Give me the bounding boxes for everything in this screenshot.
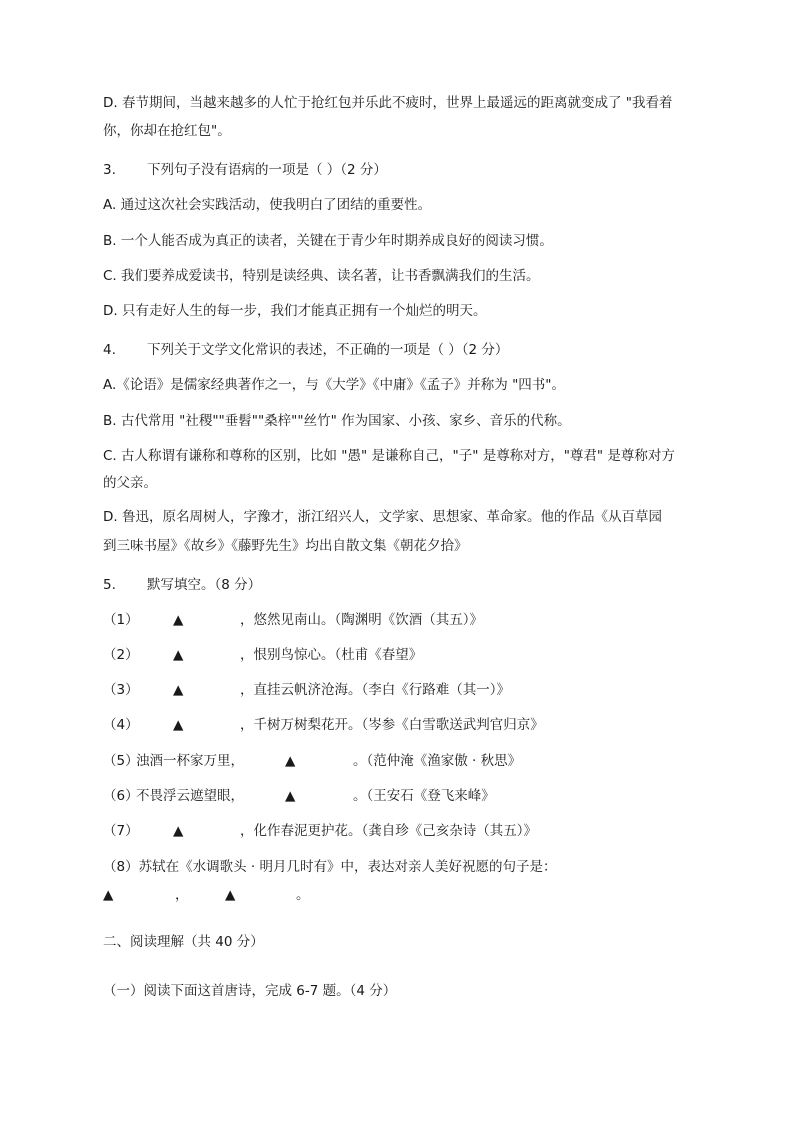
q4-option-a: A.《论语》是儒家经典著作之一，与《大学》《中庸》《孟子》并称为 "四书"。 <box>103 377 565 393</box>
question-number: 5. <box>103 577 116 593</box>
blank-marker[interactable]: ▲ <box>285 788 296 804</box>
blank-marker[interactable]: ▲ <box>225 887 236 903</box>
item-number: （6） <box>103 788 139 804</box>
q2-option-d-line1: D. 春节期间，当越来越多的人忙于抢红包并乐此不疲时，世界上最遥远的距离就变成了 "我看着 <box>103 95 673 111</box>
section-title: 二、阅读理解（共 40 分） <box>103 934 264 950</box>
item-text: 。（范仲淹《渔家傲 · 秋思》 <box>353 753 522 769</box>
question-3-stem <box>103 161 387 179</box>
item-number: （1） <box>103 612 139 628</box>
item-text: 。（王安石《登飞来峰》 <box>353 788 495 804</box>
blank-marker[interactable]: ▲ <box>285 753 296 769</box>
q4-option-c-line1: C. 古人称谓有谦称和尊称的区别，比如 "愚" 是谦称自己，"子" 是尊称对方，"尊君" 是尊称对方 <box>103 448 675 464</box>
item-number: （5） <box>103 753 139 769</box>
q3-option-d: D. 只有走好人生的每一步，我们才能真正拥有一个灿烂的明天。 <box>103 303 487 319</box>
item-pre-text: 不畏浮云遮望眼， <box>136 788 244 804</box>
question-number: 3. <box>103 162 116 178</box>
item-number: （3） <box>103 682 139 698</box>
question-stem: 下列句子没有语病的一项是（ ）（2 分） <box>147 162 387 178</box>
item-text: ，千树万树梨花开。（岑参《白雪歌送武判官归京》 <box>240 717 544 733</box>
q4-option-b: B. 古代常用 "社稷""垂髫""桑梓""丝竹" 作为国家、小孩、家乡、音乐的代称。 <box>103 413 571 429</box>
blank-marker[interactable]: ▲ <box>173 682 184 698</box>
item-number: （4） <box>103 717 139 733</box>
item-number: （2） <box>103 647 139 663</box>
item-text: ，恨别鸟惊心。（杜甫《春望》 <box>240 647 423 663</box>
question-number: 4. <box>103 342 116 358</box>
q4-option-d-line2: 到三味书屋》《故乡》《藤野先生》均出自散文集《朝花夕拾》 <box>103 538 468 554</box>
subsection-title: （一）阅读下面这首唐诗，完成 6-7 题。（4 分） <box>103 983 397 999</box>
q3-option-c: C. 我们要养成爱读书，特别是读经典、读名著，让书香飘满我们的生活。 <box>103 268 540 284</box>
q3-option-b: B. 一个人能否成为真正的读者，关键在于青少年时期养成良好的阅读习惯。 <box>103 233 553 249</box>
question-stem: 默写填空。（8 分） <box>147 577 262 593</box>
q4-option-c-line2: 的父亲。 <box>103 475 157 491</box>
q4-option-d-line1: D. 鲁迅，原名周树人，字豫才，浙江绍兴人，文学家、思想家、革命家。他的作品《从百草园 <box>103 509 662 525</box>
blank-marker[interactable]: ▲ <box>173 647 184 663</box>
q2-option-d-line2: 你，你却在抢红包"。 <box>103 123 231 139</box>
blank-marker[interactable]: ▲ <box>173 612 184 628</box>
q3-option-a: A. 通过这次社会实践活动，使我明白了团结的重要性。 <box>103 197 432 213</box>
item-pre-text: 浊酒一杯家万里， <box>136 753 244 769</box>
item-number: （7） <box>103 823 139 839</box>
item-text: ，悠然见南山。（陶渊明《饮酒（其五）》 <box>240 612 483 628</box>
fill-item-8-prompt: （8）苏轼在《水调歌头 · 明月几时有》中，表达对亲人美好祝愿的句子是： <box>103 859 557 875</box>
question-stem: 下列关于文学文化常识的表述，不正确的一项是（ ）（2 分） <box>147 342 509 358</box>
blank-marker[interactable]: ▲ <box>103 887 114 903</box>
item-text: ，直挂云帆济沧海。（李白《行路难（其一）》 <box>240 682 510 698</box>
question-4-stem <box>103 341 508 359</box>
question-5-stem <box>103 576 261 594</box>
comma: ， <box>175 887 189 903</box>
blank-marker[interactable]: ▲ <box>173 717 184 733</box>
period: 。 <box>296 887 310 903</box>
item-text: ，化作春泥更护花。（龚自珍《己亥杂诗（其五）》 <box>240 823 537 839</box>
blank-marker[interactable]: ▲ <box>173 823 184 839</box>
